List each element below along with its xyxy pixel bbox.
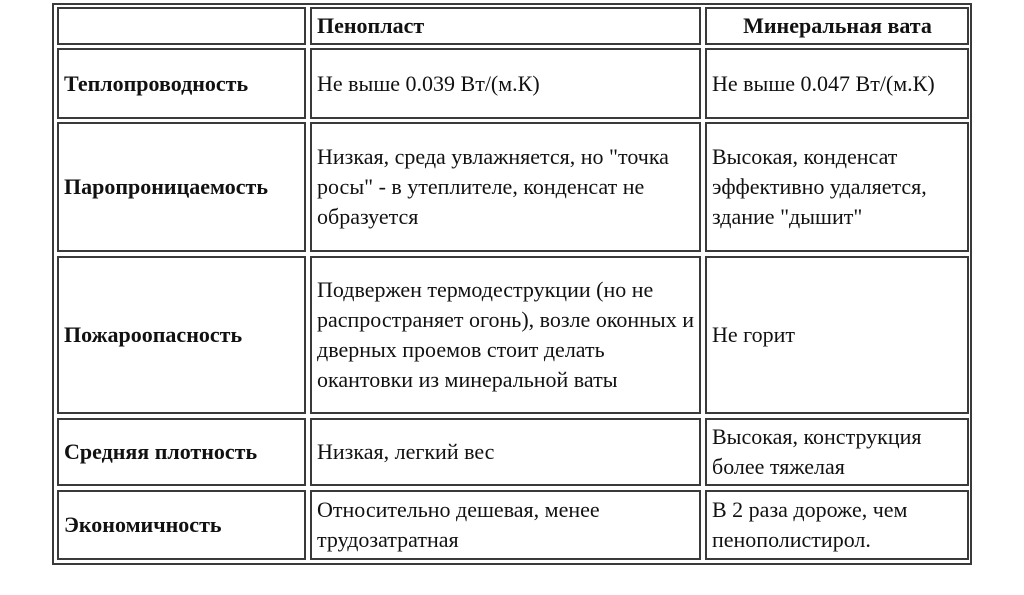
row-label-text: Теплопроводность: [64, 70, 249, 96]
cell-penoplast-density: [310, 418, 701, 486]
cell-penoplast-economy: [310, 490, 701, 560]
header-empty-cell: [57, 7, 306, 45]
cell-penoplast-vapor-permeability: [310, 122, 701, 252]
cell-text: Относительно дешевая, менее трудозатратная: [317, 497, 600, 552]
cell-penoplast-fire-hazard: [310, 256, 701, 414]
cell-text: Не горит: [712, 322, 796, 347]
cell-text: Низкая, среда увлажняется, но "точка росы" - в утеплителе, конденсат не образуется: [317, 144, 669, 229]
cell-text: Не выше 0.039 Вт/(м.К): [317, 70, 540, 96]
cell-minvata-density: [705, 418, 969, 486]
cell-text: Подвержен термодеструкции (но не распространяет огонь), возле оконных и дверных проемов стоит делать окантовки из минеральной ваты: [317, 277, 694, 392]
header-minvata: [705, 7, 969, 45]
cell-penoplast-thermal-conductivity: [310, 48, 701, 119]
cell-text: Высокая, конструкция более тяжелая: [712, 424, 922, 479]
row-label-vapor-permeability: [57, 122, 306, 252]
row-label-text: Средняя плотность: [64, 439, 258, 464]
header-penoplast-label: Пенопласт: [317, 13, 425, 38]
header-penoplast: [310, 7, 701, 45]
row-label-economy: [57, 490, 306, 560]
row-label-thermal-conductivity: [57, 48, 306, 119]
row-label-fire-hazard: [57, 256, 306, 414]
header-minvata-label: Минеральная вата: [743, 13, 932, 38]
row-label-text: Пожароопасность: [64, 322, 243, 347]
cell-minvata-thermal-conductivity: [705, 48, 969, 119]
cell-minvata-fire-hazard: [705, 256, 969, 414]
cell-text: Не выше 0.047 Вт/(м.К): [712, 70, 935, 96]
row-label-text: Паропроницаемость: [64, 174, 268, 199]
cell-text: Низкая, легкий вес: [317, 439, 495, 464]
cell-text: Высокая, конденсат эффективно удаляется, здание "дышит": [712, 144, 927, 229]
row-label-density: [57, 418, 306, 486]
cell-minvata-vapor-permeability: [705, 122, 969, 252]
cell-minvata-economy: [705, 490, 969, 560]
row-label-text: Экономичность: [64, 512, 222, 537]
cell-text: В 2 раза дороже, чем пенополистирол.: [712, 497, 908, 552]
